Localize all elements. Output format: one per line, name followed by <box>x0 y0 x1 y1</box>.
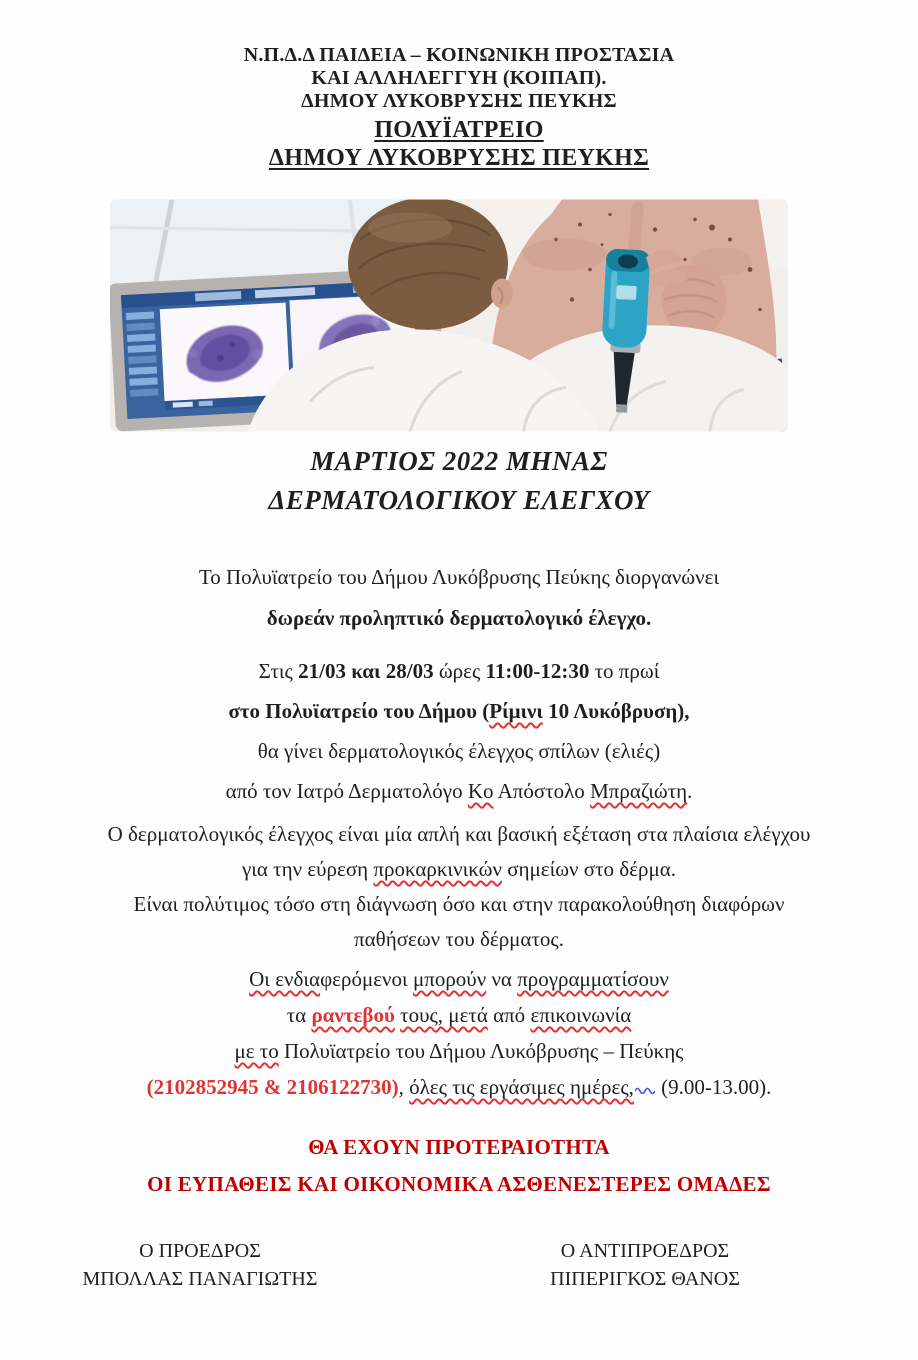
signature-vice-president <box>475 1237 815 1293</box>
priority-notice <box>0 1129 918 1203</box>
spellcheck-word: μπορούν <box>412 967 487 991</box>
spellcheck-word: Οι ενδια <box>249 967 321 991</box>
text-run: το πρωί <box>589 659 660 683</box>
spellcheck-word: Μπραζιώτη <box>590 779 688 803</box>
text-run: 21/03 και 28/03 <box>298 659 434 683</box>
about-line-3: Είναι πολύτιμος τόσο στη διάγνωση όσο και στην παρακολούθηση διαφόρων <box>133 892 785 916</box>
signature-title: Ο ΑΝΤΙΠΡΟΕΔΡΟΣ <box>560 1240 730 1262</box>
about-line-2 <box>20 852 898 887</box>
clinic-name-line-2: ΔΗΜΟΥ ΛΥΚΟΒΡΥΣΗΣ ΠΕΥΚΗΣ <box>268 145 650 171</box>
org-header <box>0 44 918 172</box>
priority-line-2: ΟΙ ΕΥΠΑΘΕΙΣ ΚΑΙ ΟΙΚΟΝΟΜΙΚΑ ΑΣΘΕΝΕΣΤΕΡΕΣ ΟΜΑΔΕΣ <box>147 1172 771 1196</box>
schedule-line-2 <box>20 691 898 731</box>
org-name-line-2: ΚΑΙ ΑΛΛΗΛΕΓΓΥΗ (ΚΟΙΠΑΠ). <box>311 67 607 89</box>
signature-title: Ο ΠΡΟΕΔΡΟΣ <box>139 1240 261 1262</box>
clinic-name-line-1: ΠΟΛΥΪΑΤΡΕΙΟ <box>374 117 544 143</box>
spellcheck-word: Κο <box>467 779 494 803</box>
schedule-line-4 <box>20 771 898 811</box>
phone-numbers: (2102852945 & 2106122730) <box>146 1075 399 1099</box>
booking-paragraph <box>20 961 898 1105</box>
campaign-title <box>0 442 918 520</box>
signature-name: ΜΠΟΛΛΑΣ ΠΑΝΑΓΙΩΤΗΣ <box>82 1268 318 1290</box>
text-run: 10 Λυκόβρυση), <box>542 699 690 723</box>
text-run: ώρες <box>433 659 486 683</box>
signature-name: ΠΙΠΕΡΙΓΚΟΣ ΘΑΝΟΣ <box>550 1268 740 1290</box>
spellcheck-word: Ρίμινι <box>489 699 543 723</box>
clinic-photo-illustration <box>110 199 788 432</box>
org-name-line-1: Ν.Π.Δ.Δ ΠΑΙΔΕΙΑ – ΚΟΙΝΩΝΙΚΗ ΠΡΟΣΤΑΣΙΑ <box>243 44 675 66</box>
text-run: φερόμενοι <box>320 967 413 991</box>
booking-line-4 <box>20 1069 898 1105</box>
text-run: , <box>398 1075 410 1099</box>
spellcheck-word: όλες τις εργάσιμες ημέρες, <box>409 1075 634 1099</box>
intro-line-2: δωρεάν προληπτικό δερματολογικό έλεγχο. <box>266 606 652 630</box>
appointments-highlight: ραντεβού <box>311 1003 395 1027</box>
org-name-line-3: ΔΗΜΟΥ ΛΥΚΟΒΡΥΣΗΣ ΠΕΥΚΗΣ <box>301 90 617 112</box>
text-run: Απόστολο <box>493 779 591 803</box>
text-run: . <box>687 779 693 803</box>
schedule-paragraph <box>20 651 898 811</box>
text-run: σημείων στο δέρμα. <box>501 857 677 881</box>
spellcheck-word: προκαρκινικών <box>373 857 502 881</box>
text-run: Πολυϊατρείο του Δήμου Λυκόβρυσης – Πεύκης <box>278 1039 684 1063</box>
text-run: από τον Ιατρό Δερματολόγο <box>225 779 468 803</box>
campaign-title-line-1: ΜΑΡΤΙΟΣ 2022 ΜΗΝΑΣ <box>310 446 608 476</box>
intro-paragraph <box>20 557 898 639</box>
spellcheck-word: προγραμματίσουν <box>517 967 669 991</box>
campaign-title-line-2: ΔΕΡΜΑΤΟΛΟΓΙΚΟΥ ΕΛΕΓΧΟΥ <box>268 485 650 515</box>
booking-line-3 <box>20 1033 898 1069</box>
text-run: στο Πολυϊατρείο του Δήμου ( <box>228 699 490 723</box>
schedule-line-3: θα γίνει δερματολογικός έλεγχος σπίλων (ελιές) <box>257 739 661 763</box>
text-run: να <box>486 967 518 991</box>
text-run: (9.00-13.00). <box>661 1075 772 1099</box>
text-run: 11:00-12:30 <box>485 659 590 683</box>
intro-line-1: Το Πολυϊατρείο του Δήμου Λυκόβρυσης Πεύκης διοργανώνει <box>198 565 720 589</box>
text-run: από <box>487 1003 531 1027</box>
signatures <box>0 1237 918 1307</box>
text-run: για την εύρεση <box>241 857 374 881</box>
signature-president <box>30 1237 370 1293</box>
clinic-photo <box>110 199 788 432</box>
booking-line-2 <box>20 997 898 1033</box>
grammar-squiggle-icon <box>635 1069 655 1105</box>
spellcheck-word: επικοινωνία <box>530 1003 632 1027</box>
text-run: τα <box>286 1003 312 1027</box>
about-paragraph <box>20 817 898 957</box>
schedule-line-1 <box>20 651 898 691</box>
priority-line-1: ΘΑ ΕΧΟΥΝ ΠΡΟΤΕΡΑΙΟΤΗΤΑ <box>308 1135 610 1159</box>
booking-line-1 <box>20 961 898 997</box>
text-run: Στις <box>258 659 299 683</box>
spellcheck-word: με το <box>234 1039 279 1063</box>
spellcheck-word: τους, μετά <box>400 1003 488 1027</box>
about-line-4: παθήσεων του δέρματος. <box>354 927 564 951</box>
about-line-1: Ο δερματολογικός έλεγχος είναι μία απλή και βασική εξέταση στα πλαίσια ελέγχου <box>107 822 811 846</box>
